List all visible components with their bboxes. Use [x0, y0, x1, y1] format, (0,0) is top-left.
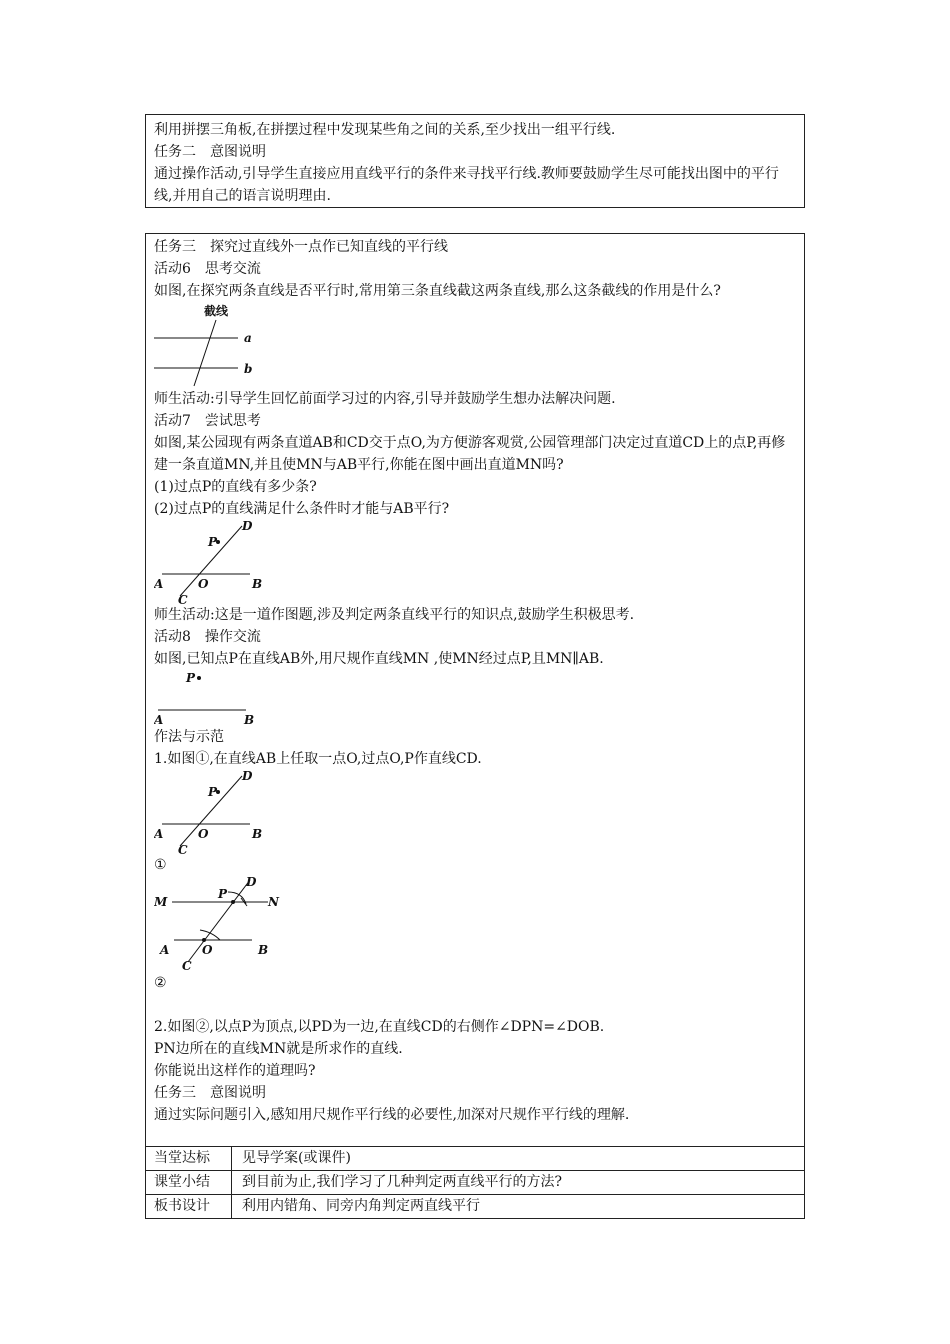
figure-point-outside-line [154, 670, 796, 726]
step1-text: 1.如图①,在直线AB上任取一点O,过点O,P作直线CD. [154, 751, 482, 767]
figure-step1 [154, 770, 796, 854]
activity8-question: 如图,已知点P在直线AB外,用尺规作直线MN ,使MN经过点P,且MN∥AB. [154, 651, 604, 667]
text-paragraph: 通过操作活动,引导学生直接应用直线平行的条件来寻找平行线.教师要鼓励学生尽可能找出图中的平行线,并用自己的语言说明理由. [154, 166, 779, 204]
label-A: A [154, 827, 164, 841]
label-B: B [252, 577, 263, 591]
transversal-line [194, 320, 216, 386]
task3-box [145, 233, 805, 1219]
figure-park-roads [154, 520, 796, 604]
label-D: D [246, 876, 257, 889]
method-title: 作法与示范 [154, 729, 224, 745]
label-O: O [202, 943, 213, 957]
label-D: D [242, 770, 253, 783]
figure-caption-2: ② [154, 975, 167, 991]
point-p [231, 900, 235, 904]
table-value: 利用内错角、同旁内角判定两直线平行 [242, 1198, 480, 1214]
table-key: 板书设计 [146, 1195, 232, 1218]
step2-text: 2.如图②,以点P为顶点,以PD为一边,在直线CD的右侧作∠DPN=∠DOB. [154, 1019, 605, 1035]
fig1-label-b: b [244, 362, 253, 376]
label-P: P [218, 887, 228, 901]
label-A: A [160, 943, 170, 957]
activity7-teacher-note: 师生活动:这是一道作图题,涉及判定两条直线平行的知识点,鼓励学生积极思考. [154, 607, 635, 623]
task3-title: 任务三 探究过直线外一点作已知直线的平行线 [154, 239, 448, 255]
label-C: C [182, 959, 192, 972]
step-question: 你能说出这样作的道理吗? [154, 1063, 316, 1079]
figure-caption-1: ① [154, 857, 167, 873]
activity7-title: 活动7 尝试思考 [154, 413, 261, 429]
label-O: O [198, 827, 209, 841]
label-P: P [208, 785, 218, 799]
label-B: B [258, 943, 269, 957]
point-p [197, 676, 201, 680]
activity6-question: 如图,在探究两条直线是否平行时,常用第三条直线截这两条直线,那么这条截线的作用是什么? [154, 283, 721, 299]
label-P: P [186, 671, 196, 685]
label-P: P [208, 535, 218, 549]
table-key: 当堂达标 [146, 1147, 232, 1170]
section-heading: 任务二 意图说明 [154, 144, 266, 160]
activity7-question: 如图,某公园现有两条直道AB和CD交于点O,为方便游客观赏,公园管理部门决定过直道CD上的点P,再修建一条直道MN,并且使MN与AB平行,你能在图中画出直道MN吗? [154, 435, 786, 473]
text-line: 利用拼摆三角板,在拼摆过程中发现某些角之间的关系,至少找出一组平行线. [154, 122, 616, 138]
table-key: 课堂小结 [146, 1171, 232, 1194]
fig1-label-top: 截线 [204, 304, 229, 318]
activity8-title: 活动8 操作交流 [154, 629, 261, 645]
table-value: 见导学案(或课件) [242, 1150, 351, 1166]
label-A: A [154, 713, 164, 726]
label-B: B [244, 713, 255, 726]
label-O: O [198, 577, 209, 591]
point-o [202, 938, 206, 942]
label-D: D [242, 520, 253, 533]
intent-text: 通过实际问题引入,感知用尺规作平行线的必要性,加深对尺规作平行线的理解. [154, 1107, 630, 1123]
intent-box-task2 [145, 114, 805, 208]
label-M: M [154, 895, 168, 909]
step2b-text: PN边所在的直线MN就是所求作的直线. [154, 1041, 403, 1057]
activity7-q1: (1)过点P的直线有多少条? [154, 479, 317, 495]
label-N: N [268, 895, 279, 909]
table-value: 到目前为止,我们学习了几种判定两直线平行的方法? [242, 1174, 562, 1190]
activity7-q2: (2)过点P的直线满足什么条件时才能与AB平行? [154, 501, 450, 517]
activity6-teacher-note: 师生活动:引导学生回忆前面学习过的内容,引导并鼓励学生想办法解决问题. [154, 391, 616, 407]
label-A: A [154, 577, 164, 591]
label-C: C [178, 843, 188, 854]
summary-table [146, 1146, 804, 1218]
label-B: B [252, 827, 263, 841]
activity6-title: 活动6 思考交流 [154, 261, 261, 277]
figure-step2 [154, 876, 796, 972]
table-row [146, 1170, 804, 1194]
table-row [146, 1146, 804, 1170]
fig1-label-a: a [244, 331, 252, 345]
figure-transversal [154, 302, 796, 388]
table-row [146, 1194, 804, 1218]
intent-title: 任务三 意图说明 [154, 1085, 266, 1101]
label-C: C [178, 593, 188, 604]
